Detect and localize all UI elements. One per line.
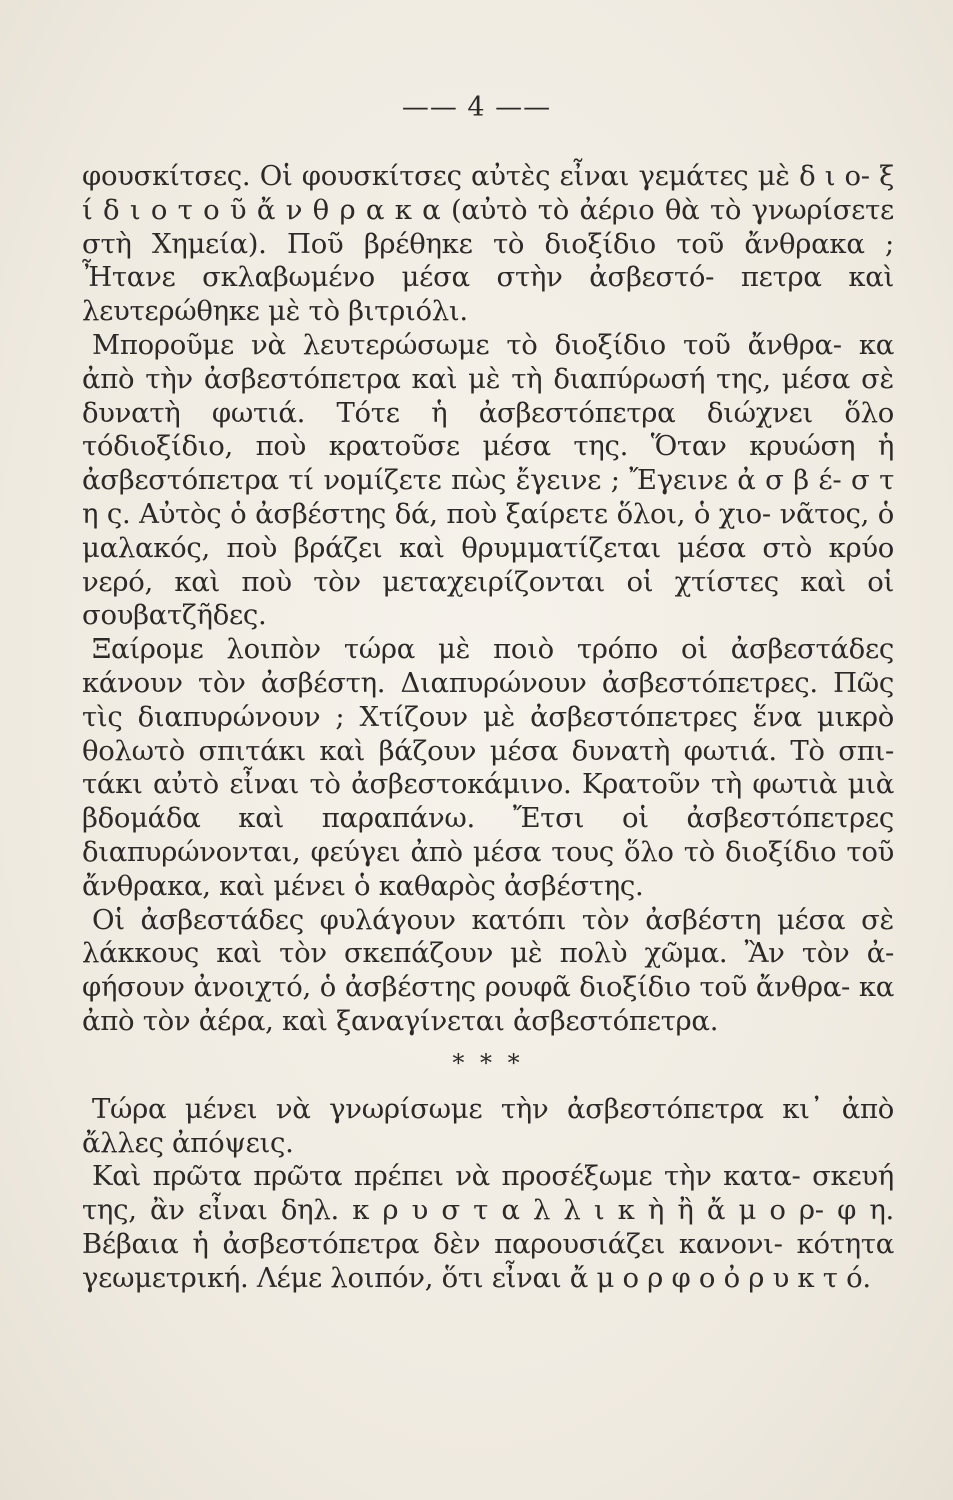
section-separator: * * * bbox=[452, 1048, 524, 1077]
paragraph: Ξαίρομε λοιπὸν τώρα μὲ ποιὸ τρόπο οἱ ἀσβεστάδες κάνουν τὸν ἀσβέστη. Διαπυρώνουν ἀσβεστόπετρες. Πῶς τὶς διαπυρώνουν ; Χτίζουν μὲ ἀσβεστόπετρες ἕνα μικρὸ θολωτὸ σπιτάκι καὶ βάζουν μέσα δυνατὴ φωτιά. Τὸ σπι- τάκι αὐτὸ εἶναι τὸ ἀσβεστοκάμινο. Κρατοῦν τὴ φωτιὰ μιὰ βδομάδα καὶ παραπάνω. Ἔτσι οἱ ἀσβεστόπετρες διαπυρώνονται, φεύγει ἀπὸ μέσα τους ὅλο τὸ διοξίδιο τοῦ ἄνθρακα, καὶ μένει ὁ καθαρὸς ἀσβέστης. bbox=[82, 633, 894, 902]
paragraph: Οἱ ἀσβεστάδες φυλάγουν κατόπι τὸν ἀσβέστη μέσα σὲ λάκκους καὶ τὸν σκεπάζουν μὲ πολὺ χῶμα. Ἂν τὸν ἀ- φήσουν ἀνοιχτό, ὁ ἀσβέστης ρουφᾶ διοξίδιο τοῦ ἄνθρα- κα ἀπὸ τὸν ἀέρα, καὶ ξαναγίνεται ἀσβεστόπετρα. bbox=[82, 903, 894, 1037]
paragraph: Καὶ πρῶτα πρῶτα πρέπει νὰ προσέξωμε τὴν κατα- σκευή της, ἂν εἶναι δηλ. κ ρ υ σ τ α λ λ ι κ ὴ ἢ ἄ μ ο ρ- φ η. Βέβαια ἡ ἀσβεστόπετρα δὲν παρουσιάζει κανονι- κότητα γεωμετρική. Λέμε λοιπόν, ὅτι εἶναι ἄ μ ο ρ φ ο ὀ ρ υ κ τ ό. bbox=[82, 1160, 894, 1294]
paragraph: φουσκίτσες. Οἱ φουσκίτσες αὐτὲς εἶναι γεμάτες μὲ δ ι ο- ξ ί δ ι ο τ ο ῦ ἄ ν θ ρ α κ α (αὐτὸ τὸ ἀέριο θὰ τὸ γνωρίσετε στὴ Χημεία). Ποῦ βρέθηκε τὸ διοξίδιο τοῦ ἄνθρακα ; Ἦτανε σκλαβωμένο μέσα στὴν ἀσβεστό- πετρα καὶ λευτερώθηκε μὲ τὸ βιτριόλι. bbox=[82, 160, 894, 328]
paragraph: Μποροῦμε νὰ λευτερώσωμε τὸ διοξίδιο τοῦ ἄνθρα- κα ἀπὸ τὴν ἀσβεστόπετρα καὶ μὲ τὴ διαπύρωσή της, μέσα σὲ δυνατὴ φωτιά. Τότε ἡ ἀσβεστόπετρα διώχνει ὅλο τόδιοξίδιο, ποὺ κρατοῦσε μέσα της. Ὅταν κρυώση ἡ ἀσβεστόπετρα τί νομίζετε πὼς ἔγεινε ; Ἔγεινε ἀ σ β έ- σ τ η ς. Αὐτὸς ὁ ἀσβέστης δά, ποὺ ξαίρετε ὅλοι, ὁ χιο- νᾶτος, ὁ μαλακός, ποὺ βράζει καὶ θρυμματίζεται μέσα στὸ κρύο νερό, καὶ ποὺ τὸν μεταχειρίζονται οἱ χτίστες καὶ οἱ σουβατζῆδες. bbox=[82, 328, 894, 632]
paragraph: Τώρα μένει νὰ γνωρίσωμε τὴν ἀσβεστόπετρα κι᾽ ἀπὸ ἄλλες ἀπόψεις. bbox=[82, 1092, 894, 1159]
body-text bbox=[82, 160, 894, 1296]
page-number: —— 4 —— bbox=[401, 92, 552, 123]
